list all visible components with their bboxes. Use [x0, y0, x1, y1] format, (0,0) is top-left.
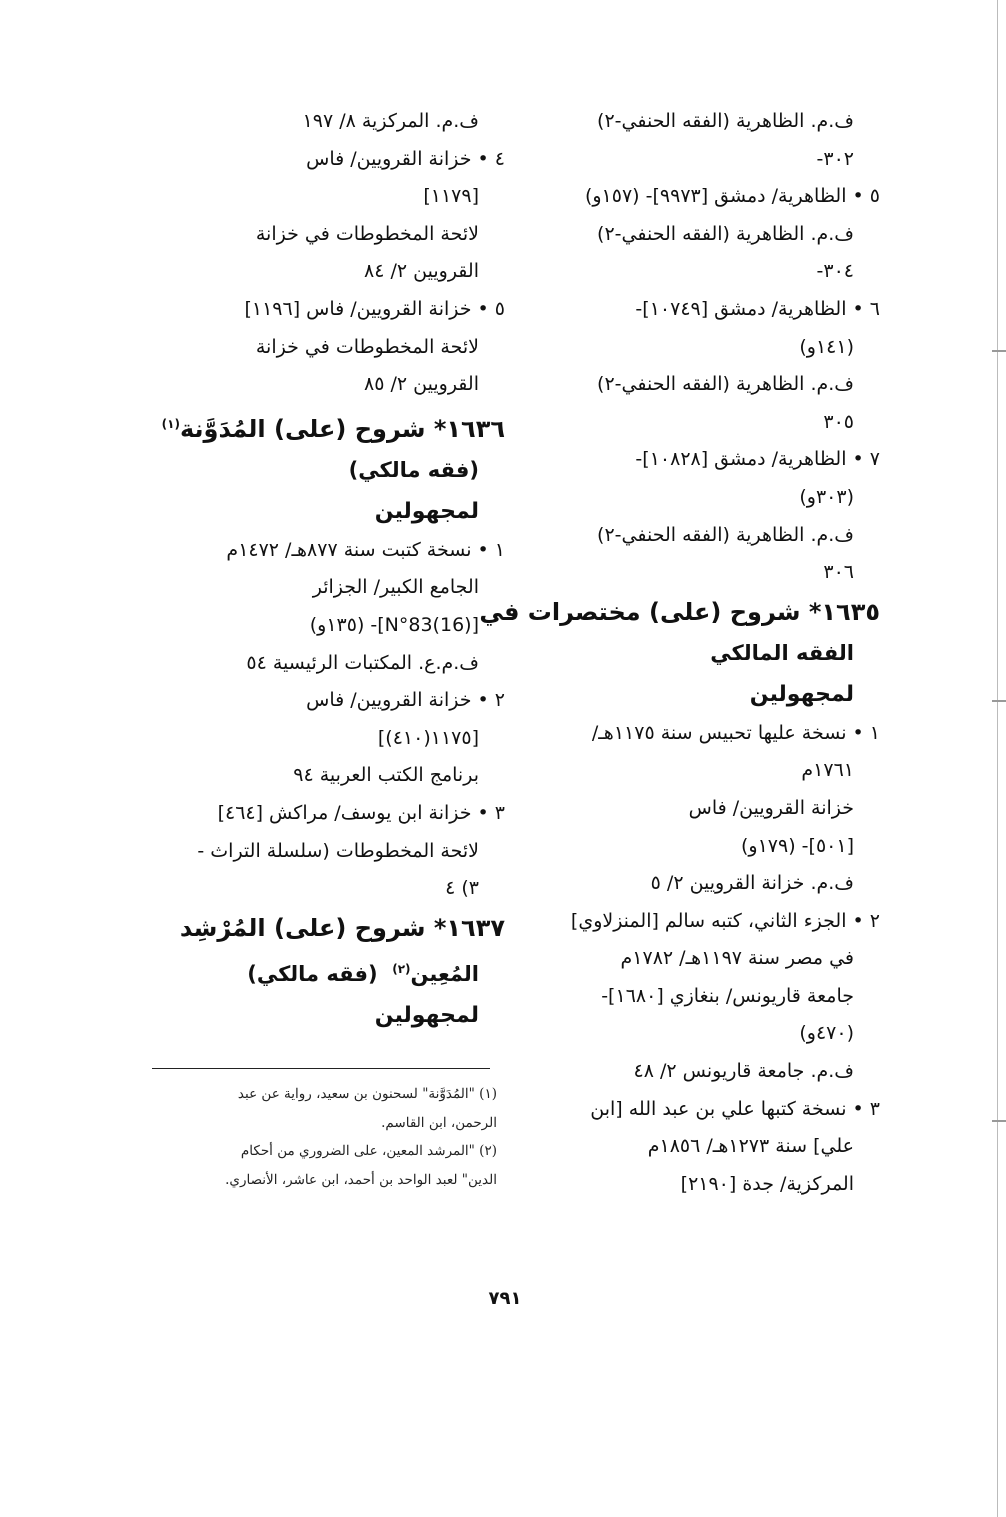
scan-edge-line	[997, 0, 998, 1517]
entry-line: ٣ • خزانة ابن يوسف/ مراكش [٤٦٤]	[217, 801, 505, 824]
entry-line: [N°83(16)]- (١٣٥و)	[309, 613, 479, 636]
footnote-ref: (٢)	[392, 961, 411, 976]
entry-line: لائحة المخطوطات في خزانة	[255, 222, 479, 245]
right-column	[479, 103, 880, 1203]
page-number: ٧٩١	[488, 1288, 522, 1309]
entry-line: الجامع الكبير/ الجزائر	[312, 576, 479, 599]
group-heading: لمجهولين	[374, 1002, 479, 1028]
entry-line: ١ • نسخة كتبت سنة ٨٧٧هـ/ ١٤٧٢م	[226, 538, 505, 561]
entry-line: ف.م. الظاهرية (الفقه الحنفي-٢)	[597, 110, 854, 132]
entry-line: ٧ • الظاهرية/ دمشق [١٠٨٢٨]-	[635, 448, 880, 471]
entry-line: برنامج الكتب العربية ٩٤	[293, 764, 479, 787]
section-heading-1636	[150, 404, 505, 450]
entry-line: ف.م. الظاهرية (الفقه الحنفي-٢)	[597, 373, 854, 396]
left-column	[150, 103, 505, 1036]
entry-line: ١ • نسخة عليها تحبيس سنة ١١٧٥هـ/	[591, 721, 880, 744]
heading-text: المُعِين	[410, 961, 479, 986]
entry-line: ٣٠٥	[823, 410, 854, 433]
entry-line: ٦ • الظاهرية/ دمشق [١٠٧٤٩]-	[635, 297, 880, 320]
entry-line: ٣٠٤-	[816, 260, 854, 283]
scan-mark	[992, 350, 1006, 352]
footnote-line: الرحمن، ابن القاسم.	[381, 1114, 497, 1131]
entry-line: [١١٧٥(٤١٠)]	[377, 726, 479, 749]
entry-line: ٣) ٤	[445, 877, 479, 900]
entry-line: ٣٠٢-	[816, 147, 854, 170]
section-heading-1635: ١٦٣٥* شروح (على) مختصرات في	[479, 597, 880, 626]
entry-line: في مصر سنة ١١٩٧هـ/ ١٧٨٢م	[620, 947, 854, 970]
heading-text: ١٦٣٦* شروح (على) المُدَوَّنة	[179, 414, 505, 443]
footnote-line: (١) "المُدَوَّنة" لسحنون بن سعيد، رواية عن عبد	[237, 1086, 497, 1102]
footnote-separator	[152, 1068, 490, 1069]
heading-text: (فقه مالكي)	[247, 961, 378, 986]
entry-line: (١٤١و)	[799, 335, 854, 358]
entry-line: ف.م. جامعة قاريونس ٢/ ٤٨	[633, 1060, 854, 1083]
scan-mark	[992, 700, 1006, 702]
scan-mark	[992, 1120, 1006, 1122]
group-heading: لمجهولين	[749, 681, 854, 707]
footnote-line: (٢) "المرشد المعين، على الضروري من أحكام	[240, 1143, 497, 1159]
entry-line: (٣٠٣و)	[799, 485, 854, 508]
entry-line: القرويين ٢/ ٨٤	[364, 260, 479, 283]
group-heading: لمجهولين	[374, 498, 479, 524]
footnotes	[152, 1080, 497, 1194]
entry-line: علي] سنة ١٢٧٣هـ/ ١٨٥٦م	[647, 1135, 854, 1158]
entry-line: جامعة قاريونس/ بنغازي [١٦٨٠]-	[601, 984, 854, 1007]
section-heading-1637: ١٦٣٧* شروح (على) المُرْشِد	[179, 913, 505, 942]
entry-line: لائحة المخطوطات في خزانة	[255, 335, 479, 358]
entry-line: ٤ • خزانة القرويين/ فاس	[306, 147, 505, 170]
entry-line: ٢ • خزانة القرويين/ فاس	[306, 689, 505, 712]
entry-line: ٥ • الظاهرية/ دمشق [٩٩٧٣]- (١٥٧و)	[584, 185, 880, 208]
entry-line: ٣٠٦	[823, 561, 854, 584]
entry-line: ف.م. الظاهرية (الفقه الحنفي-٢)	[597, 222, 854, 245]
section-heading-1635-cont: الفقه المالكي	[710, 640, 854, 665]
footnote-ref: (١)	[161, 416, 180, 431]
entry-line: خزانة القرويين/ فاس	[688, 796, 854, 819]
entry-line: ١٧٦١م	[801, 759, 854, 782]
entry-line: ٢ • الجزء الثاني، كتبه سالم [المنزلاوي]	[570, 909, 880, 932]
section-heading-1636-cont: (فقه مالكي)	[348, 457, 479, 482]
entry-line: ٣ • نسخة كتبها علي بن عبد الله [ابن	[590, 1097, 880, 1120]
footnote-line: الدين" لعبد الواحد بن أحمد، ابن عاشر، الأنصاري.	[225, 1171, 497, 1188]
entry-line: ف.م. المركزية ٨/ ١٩٧	[302, 110, 479, 132]
section-heading-1637-cont	[150, 949, 505, 995]
entry-line: [١١٧٩]	[423, 185, 479, 208]
entry-line: القرويين ٢/ ٨٥	[364, 373, 479, 396]
entry-line: ف.م.ع. المكتبات الرئيسية ٥٤	[246, 651, 479, 674]
entry-line: ف.م. خزانة القرويين ٢/ ٥	[650, 872, 854, 895]
entry-line: ٥ • خزانة القرويين/ فاس [١١٩٦]	[244, 297, 505, 320]
entry-line: لائحة المخطوطات (سلسلة التراث -	[197, 839, 479, 862]
entry-line: المركزية/ جدة [٢١٩٠]	[680, 1172, 854, 1195]
entry-line: [٥٠١]- (١٧٩و)	[741, 834, 854, 857]
entry-line: ف.م. الظاهرية (الفقه الحنفي-٢)	[597, 523, 854, 546]
entry-line: (٤٧٠و)	[799, 1022, 854, 1045]
